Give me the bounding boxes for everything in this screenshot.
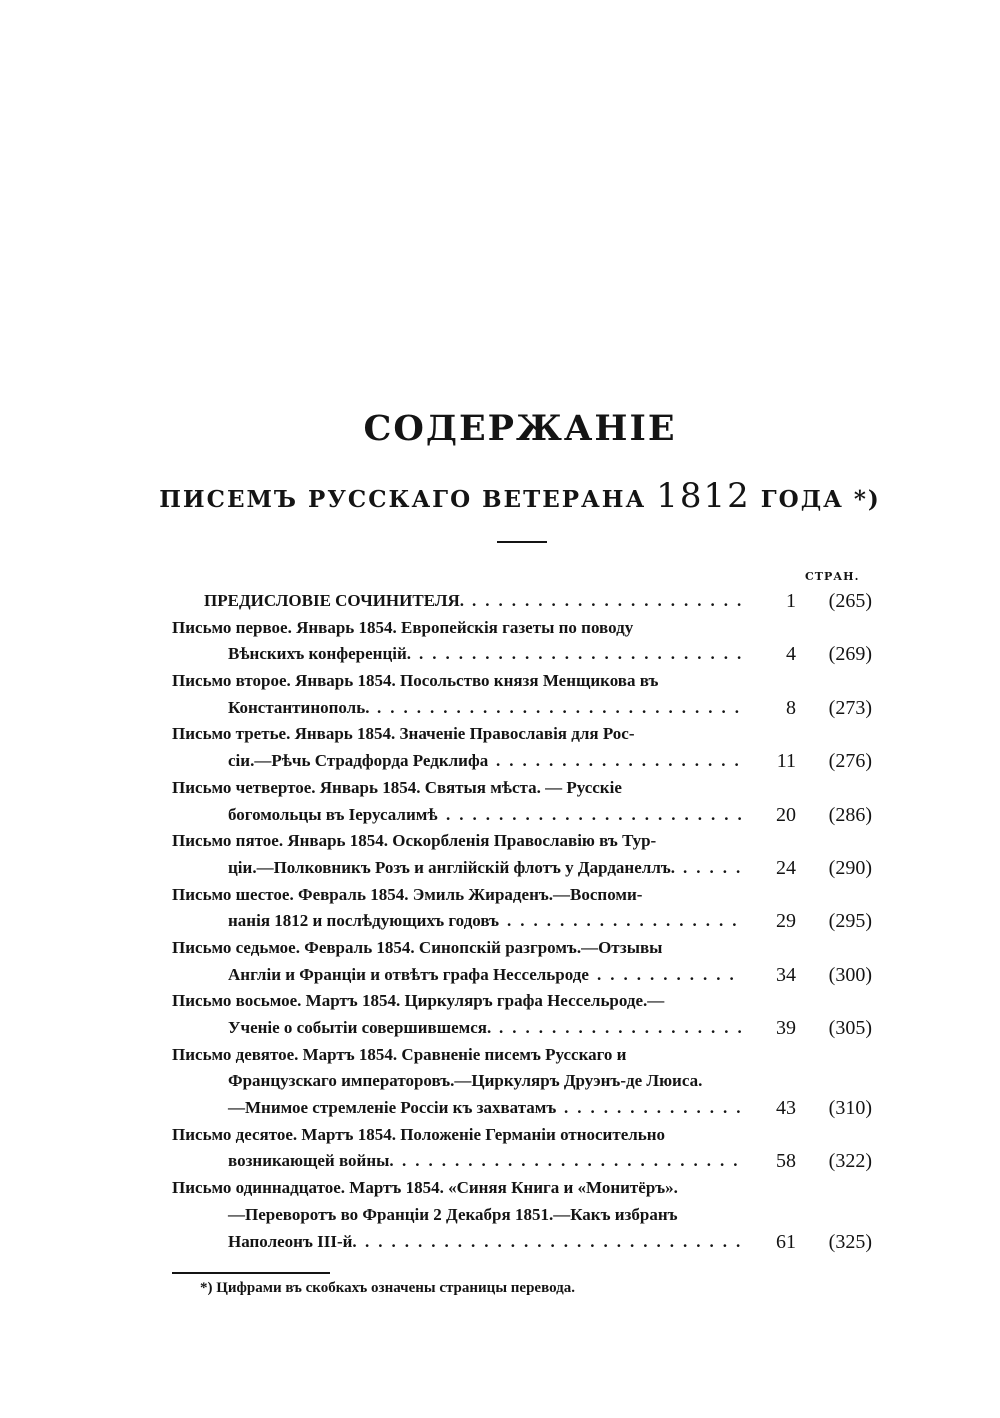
toc-entry-title: Письмо девятое. Мартъ 1854. Сравненіе писемъ Русскаго и: [172, 1044, 627, 1064]
toc-line: [172, 882, 872, 909]
toc-entry-title: Письмо восьмое. Мартъ 1854. Циркуляръ графа Нессельроде.—: [172, 991, 665, 1011]
toc-entry-title: Письмо шестое. Февраль 1854. Эмиль Жираденъ.—Воспоми-: [172, 884, 643, 904]
toc-original-page-number: (325): [828, 1230, 872, 1253]
toc-entry-continuation: Константинополь.: [228, 697, 370, 717]
toc-entry-title: Письмо второе. Январь 1854. Посольство князя Менщикова въ: [172, 671, 659, 691]
toc-page-number: 61: [776, 1230, 796, 1253]
toc-original-page-number: (269): [828, 643, 872, 666]
toc-entry-continuation: ціи.—Полковникъ Розъ и англійскій флотъ у Дарданеллъ.: [228, 857, 676, 877]
dot-leaders: .....: [683, 857, 750, 877]
toc-line: [172, 908, 872, 935]
toc-line: [172, 1148, 872, 1175]
toc-line: [172, 962, 872, 989]
toc-line: [172, 1015, 872, 1042]
toc-original-page-number: (295): [828, 910, 872, 933]
toc-entry-continuation: —Мнимое стремленіе Россіи къ захватамъ: [228, 1098, 557, 1118]
toc-line: [172, 1095, 872, 1122]
page-column-header: СТРАН.: [805, 570, 860, 583]
toc-original-page-number: (265): [828, 590, 872, 612]
toc-entry-continuation: Французскаго императоровъ.—Циркуляръ Друэнъ-де Люиса.: [228, 1071, 703, 1091]
dot-leaders: ...................: [499, 1018, 751, 1037]
toc-entry-title: Письмо третье. Январь 1854. Значеніе Православія для Рос-: [172, 724, 635, 744]
dot-leaders: .............................: [365, 1231, 750, 1251]
toc-page-number: 43: [776, 1097, 796, 1120]
toc-line: [172, 721, 872, 748]
toc-entry-continuation: Наполеонъ III-й.: [228, 1231, 357, 1251]
toc-entry-title: Письмо десятое. Мартъ 1854. Положеніе Германіи относительно: [172, 1124, 666, 1144]
toc-page-number: 34: [776, 963, 796, 986]
toc-page-number: 24: [776, 856, 796, 879]
toc-line: [172, 802, 872, 829]
toc-line: [172, 1122, 872, 1149]
toc-line: [172, 775, 872, 802]
footnote: *) Цифрами въ скобкахъ означены страницы перевода.: [200, 1280, 575, 1296]
toc-line: [172, 695, 872, 722]
toc-line: [172, 1175, 872, 1202]
toc-original-page-number: (273): [828, 696, 872, 719]
toc-line: [172, 748, 872, 775]
toc-original-page-number: (310): [828, 1097, 872, 1120]
toc-original-page-number: (276): [828, 750, 872, 773]
dot-leaders: .......................: [446, 804, 751, 824]
subtitle-tail: ГОДА *): [760, 486, 881, 513]
toc-page-number: 11: [776, 750, 796, 773]
toc-line: [172, 1202, 872, 1229]
toc-entry-continuation: возникающей войны.: [228, 1151, 394, 1171]
toc-page-number: 39: [776, 1017, 796, 1039]
toc-line: [172, 1068, 872, 1095]
toc-page-number: 29: [776, 910, 796, 933]
dot-leaders: ...........: [597, 964, 743, 984]
toc-entry-continuation: —Переворотъ во Франціи 2 Декабря 1851.—Какъ избранъ: [228, 1204, 678, 1224]
toc-line: [172, 668, 872, 695]
page-subtitle: [0, 476, 1000, 516]
toc-entry-title: Письмо седьмое. Февраль 1854. Синопскій разгромъ.—Отзывы: [172, 937, 663, 957]
toc-original-page-number: (290): [828, 856, 872, 879]
toc-entry-continuation: Англіи и Франціи и отвѣтъ графа Нессельроде: [228, 964, 589, 984]
dot-leaders: ..................: [507, 911, 746, 931]
toc-page-number: 58: [776, 1150, 796, 1173]
toc-entry-continuation: Ученіе о событіи совершившемся.: [228, 1018, 492, 1037]
toc-entry-continuation: Вѣнскихъ конференцій.: [228, 644, 412, 664]
toc-line: [172, 855, 872, 882]
footnote-rule: [172, 1272, 330, 1274]
toc-line: [172, 641, 872, 668]
dot-leaders: ..............: [564, 1098, 750, 1118]
toc-entry-title: Письмо пятое. Январь 1854. Оскорбленія Православію въ Тур-: [172, 831, 657, 851]
dot-leaders: ............................: [377, 697, 748, 717]
toc-page-number: 4: [786, 643, 796, 666]
toc-entry-title: ПРЕДИСЛОВІЕ СОЧИНИТЕЛЯ.: [204, 591, 465, 610]
toc-entry-title: Письмо четвертое. Январь 1854. Святыя мѣста. — Русскіе: [172, 777, 622, 797]
table-of-contents: [172, 588, 872, 1255]
title-separator: [497, 541, 547, 543]
toc-line: [172, 988, 872, 1015]
toc-original-page-number: (300): [828, 963, 872, 986]
toc-original-page-number: (305): [828, 1017, 872, 1039]
toc-entry-continuation: сіи.—Рѣчь Страдфорда Редклифа: [228, 751, 489, 771]
toc-line: [172, 828, 872, 855]
toc-entry-continuation: нанія 1812 и послѣдующихъ годовъ: [228, 911, 500, 931]
toc-entry-continuation: богомольцы въ Іерусалимѣ: [228, 804, 438, 824]
toc-page-number: 8: [786, 696, 796, 719]
subtitle-text: ПИСЕМЪ РУССКАГО ВЕТЕРАНА: [159, 486, 647, 513]
toc-line: [172, 1042, 872, 1069]
toc-entry-title: Письмо одиннадцатое. Мартъ 1854. «Синяя Книга и «Монитёръ».: [172, 1178, 678, 1198]
toc-page-number: 20: [776, 803, 796, 826]
dot-leaders: ..........................: [402, 1151, 747, 1171]
dot-leaders: ...................: [496, 751, 748, 771]
toc-line: [172, 615, 872, 642]
dot-leaders: .....................: [472, 591, 751, 610]
toc-page-number: 1: [786, 590, 796, 612]
dot-leaders: .........................: [419, 644, 751, 664]
toc-original-page-number: (286): [828, 803, 872, 826]
page-title: СОДЕРЖАНІЕ: [363, 408, 677, 449]
subtitle-year: 1812: [656, 476, 751, 516]
toc-entry-title: Письмо первое. Январь 1854. Европейскія газеты по поводу: [172, 617, 634, 637]
toc-original-page-number: (322): [828, 1150, 872, 1173]
toc-line: [172, 1229, 872, 1256]
toc-line: [172, 935, 872, 962]
toc-line: [172, 588, 872, 615]
